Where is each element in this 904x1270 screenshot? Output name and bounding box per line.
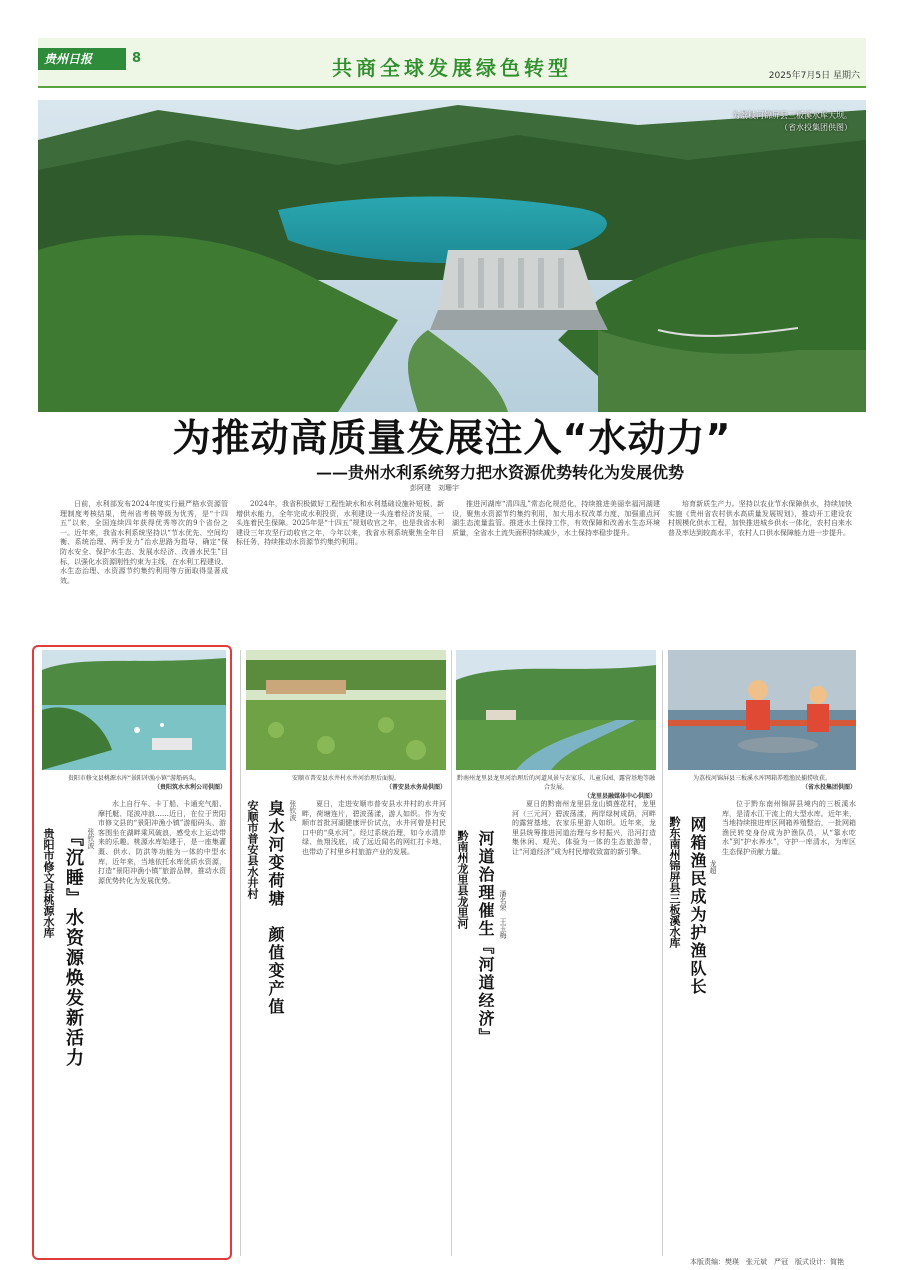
article-longli-river (456, 650, 656, 1258)
caption-credit: （普安县水务局供图） (385, 784, 446, 791)
newspaper-logo: 贵州日报 (38, 48, 126, 70)
article-location: 黔南州龙里县龙里河 (456, 830, 469, 929)
column-divider (240, 650, 241, 1256)
article-body (512, 800, 656, 1255)
article-photo (42, 650, 226, 770)
river-photo-illustration (456, 650, 656, 770)
hero-caption-text: 为荔枝河锦屏县三板溪水库大坝。 (732, 111, 852, 120)
article-caption (246, 774, 446, 792)
caption-text: 黔南州龙里县龙里河治理后的河道风景与农家乐、儿童乐园、露营基地等融合发展。 (456, 775, 655, 791)
article-body (98, 800, 226, 1255)
article-location: 安顺市普安县水井村 (246, 800, 259, 899)
page-number: 8 (132, 51, 142, 66)
main-text-column-1 (60, 500, 228, 642)
article-photo (456, 650, 656, 770)
main-text-column-2 (236, 500, 444, 642)
reservoir-photo-illustration (42, 650, 226, 770)
article-location: 黔东南州锦屏县三板溪水库 (668, 816, 681, 948)
article-caption (42, 774, 226, 792)
article-sanbanxi-reservoir (668, 650, 856, 1258)
page-header (38, 38, 866, 88)
paragraph: 培育新质生产力。坚持以农业节水保障供水，持续加快实施《贵州省农村供水高质量发展规划》，推动开工建设农村规模化供水工程，加快推进城乡供水一体化，农村自来水普及率达到较高水平，农村人口供水保障能力进一步提升。 (668, 500, 852, 537)
paragraph: 2024年，我省积极做好工程性缺水和水利基础设施补短板，新增供水能力，全年完成水利投资，水利建设一头连着经济发展，一头连着民生保障。2025年是“十四五”规划收官之年，也是我省水利建设三年攻坚行动收官之年，今年以来，我省水利系统聚焦全年目标任务，持续推动水资源节约集约利用。 (236, 500, 444, 547)
column-divider (451, 650, 452, 1256)
hero-photo (38, 100, 866, 412)
article-title: 『沉睡』水资源焕发新活力 (63, 828, 84, 1068)
article-body (722, 800, 856, 1255)
section-title: 共商全球发展绿色转型 (332, 56, 572, 80)
article-title: 网箱渔民成为护渔队长 (688, 816, 707, 996)
article-author: 张钦波 (289, 800, 297, 821)
article-photo (668, 650, 856, 770)
article-author: 张钦波 (87, 828, 95, 849)
column-divider (662, 650, 663, 1256)
article-body (302, 800, 446, 1255)
caption-credit: （龙里县融媒体中心供图） (583, 793, 656, 800)
paragraph: 夏日的黔南州龙里县龙山镇莲花村，龙里河（三元河）碧波荡漾，两岸绿树成荫，河畔的露营基地、农家乐里游人如织。近年来，龙里县统筹推进河道治理与乡村振兴，沿河打造集休闲、观光、体验为一体的生态旅游带，让“河道经济”成为村民增收致富的新引擎。 (512, 800, 656, 856)
caption-text: 贵阳市修文县桃源水库“景阳冲漁小镇”游船码头。 (67, 775, 201, 782)
paragraph: 日前，水利部发布2024年度实行最严格水资源管理制度考核结果，贵州省考核等级为优秀，是“十四五”以来，全国连续四年获得优秀等次的9个省份之一。近年来，我省水利系统坚持以“节水优先、空间均衡、系统治理、两手发力”治水思路为指导，确定“保防水安全、保护水生态、发展水经济、改善水民生”目标，以强化水资源刚性约束为主线，在水利工程建设、水生态治理、水资源节约集约利用等方面取得显著成效。 (60, 500, 228, 585)
hero-credit-text: （省水投集团供图） (780, 123, 852, 132)
paragraph: 水上自行车、卡丁船、卡通充气船、摩托艇、尾波冲浪……近日，在位于贵阳市修文县的“景阳冲漁小镇”游船码头，游客围坐在湖畔乘风破浪，感受水上运动带来的乐趣。桃源水库始建于，是一座集灌溉、供水、防洪等功能为一体的中型水库，近年来，当地依托水库优质水资源，打造“景阳冲漁小镇”旅游品牌，推动水资源优势转化为发展优势。 (98, 800, 226, 885)
dam-landscape-illustration (38, 100, 866, 412)
article-location: 贵阳市修文县桃源水库 (42, 828, 55, 938)
caption-credit: （贵阳筑水水利公司供图） (153, 784, 226, 791)
article-caption (668, 774, 856, 792)
article-caption (456, 774, 656, 801)
hero-caption (732, 110, 852, 134)
issue-date (769, 68, 860, 81)
sub-headline: ——贵州水利系统努力把水资源优势转化为发展优势 (315, 463, 684, 482)
main-headline: 为推动高质量发展注入“水动力” (172, 416, 732, 460)
weekday-text: 星期六 (832, 71, 860, 81)
lotus-pond-photo-illustration (246, 650, 446, 770)
article-photo (246, 650, 446, 770)
page-footer-credits: 本版责编：樊瑛 张元斌 严冠 版式设计：简艳 (690, 1258, 844, 1266)
date-text: 2025年7月5日 (768, 71, 831, 81)
paragraph: 夏日，走进安顺市普安县水井村的水井河畔，荷塘连片，碧波荡漾，游人如织。作为安顺市首批河湖健康评价试点，水井河曾是村民口中的“臭水河”，经过系统治理，如今水清岸绿、鱼翔浅底，成了远近闻名的网红打卡地，也带动了村里乡村旅游产业的发展。 (302, 800, 446, 856)
caption-text: 为荔枝河锦屏县三板溪水库网箱养殖渔民捕捞收获。 (692, 775, 831, 782)
main-text-column-4 (668, 500, 852, 642)
paragraph: 位于黔东南州锦屏县境内的三板溪水库，是清水江干流上的大型水库。近年来，当地持续推进库区网箱养殖整治，一批网箱渔民转变身份成为护渔队员，从“靠水吃水”到“护水养水”，守护一库清水，为库区生态保护贡献力量。 (722, 800, 856, 856)
article-title: 河道治理催生『河道经济』 (476, 830, 495, 1046)
main-text-column-3 (452, 500, 660, 642)
article-shuijing-village (246, 650, 446, 1258)
article-taoyuan-reservoir (42, 650, 226, 1258)
fishermen-photo-illustration (668, 650, 856, 770)
article-author: 龙超 (709, 860, 717, 874)
caption-text: 安顺市普安县水井村水井河治理后面貌。 (291, 775, 400, 782)
article-title: 臭水河变荷塘 颜值变产值 (266, 800, 285, 1016)
byline: 彭阿建 刘珊宇 (410, 484, 459, 492)
caption-credit: （省水投集团供图） (801, 784, 856, 791)
article-author: 潘名荣 王玉梅 (499, 890, 507, 939)
paragraph: 推进河湖库“清四乱”常态化规范化，持续推进美丽幸福河湖建设，聚焦水资源节约集约利用，加大用水权改革力度，加强重点河湖生态流量监管。推进水土保持工作，有效保障和改善水生态环境质量，全省水土流失面积持续减少，水土保持率稳步提升。 (452, 500, 660, 537)
